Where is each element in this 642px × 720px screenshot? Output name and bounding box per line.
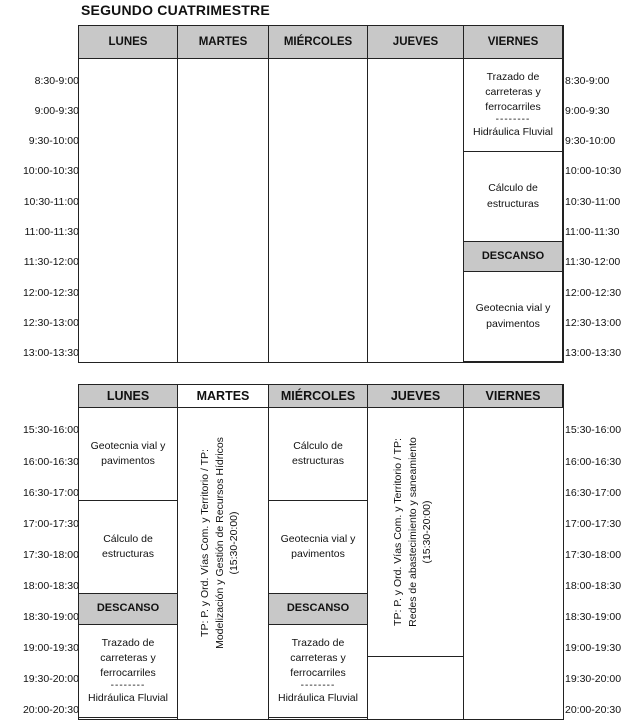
time-label: 18:30-19:00 — [22, 611, 79, 623]
class-name: Trazado de carreteras y ferrocarriles — [100, 636, 156, 679]
time-label: 19:00-19:30 — [22, 642, 79, 654]
class-name: Trazado de carreteras y ferrocarriles — [290, 636, 346, 679]
time-label: 12:30-13:00 — [22, 317, 79, 329]
header-martes: MARTES — [177, 25, 269, 59]
class-viernes-geotecnia — [463, 271, 563, 362]
time-label: 10:30-11:00 — [565, 196, 621, 208]
class-viernes-trazado-hidraulica — [463, 58, 563, 152]
time-label: 17:00-17:30 — [565, 518, 622, 530]
time-label: 16:00-16:30 — [565, 456, 622, 468]
time-label: 18:00-18:30 — [565, 580, 622, 592]
class-separator: -------- — [495, 114, 531, 126]
header-jueves: JUEVES — [367, 25, 464, 59]
time-label: 10:00-10:30 — [565, 165, 622, 177]
time-label: 11:30-12:00 — [565, 256, 621, 268]
time-label: 19:30-20:00 — [22, 673, 79, 685]
class-name: Geotecnia vial y pavimentos — [475, 302, 551, 330]
page-title: SEGUNDO CUATRIMESTRE — [81, 2, 270, 18]
class-viernes-calculo — [463, 151, 563, 242]
time-label: 12:30-13:00 — [565, 317, 622, 329]
break-miercoles-descanso: DESCANSO — [268, 593, 368, 625]
class-jueves-tp — [391, 422, 441, 642]
time-label: 13:00-13:30 — [565, 347, 622, 359]
time-label: 11:30-12:00 — [23, 256, 79, 268]
time-label: 19:30-20:00 — [565, 673, 622, 685]
time-label: 18:30-19:00 — [565, 611, 622, 623]
time-label: 12:00-12:30 — [565, 287, 622, 299]
time-label: 15:30-16:00 — [22, 424, 79, 436]
time-label: 16:30-17:00 — [22, 487, 79, 499]
time-label: 19:00-19:30 — [565, 642, 622, 654]
class-name: Hidráulica Fluvial — [278, 692, 358, 705]
class-miercoles-geotecnia — [268, 500, 368, 594]
time-label: 16:30-17:00 — [565, 487, 622, 499]
class-miercoles-trazado-hidraulica — [268, 624, 368, 718]
class-miercoles-calculo — [268, 407, 368, 501]
class-name: Cálculo de estructuras — [292, 439, 344, 467]
time-label: 10:30-11:00 — [23, 196, 79, 208]
class-name: Cálculo de estructuras — [487, 182, 539, 210]
time-label: 18:00-18:30 — [22, 580, 79, 592]
time-label: 15:30-16:00 — [565, 424, 622, 436]
time-label: 20:00-20:30 — [22, 704, 79, 716]
time-label: 9:00-9:30 — [34, 105, 79, 117]
class-lunes-calculo — [78, 500, 178, 594]
time-label: 9:30-10:00 — [565, 135, 616, 147]
time-label: 17:30-18:00 — [565, 549, 622, 561]
time-label: 17:30-18:00 — [22, 549, 79, 561]
time-label: 11:00-11:30 — [565, 226, 620, 238]
time-label: 12:00-12:30 — [22, 287, 79, 299]
time-label: 8:30-9:00 — [34, 75, 79, 87]
header-lunes: LUNES — [78, 384, 178, 408]
time-label: 9:00-9:30 — [565, 105, 610, 117]
header-jueves: JUEVES — [367, 384, 464, 408]
class-name: Cálculo de estructuras — [102, 532, 154, 560]
class-name: Geotecnia vial y pavimentos — [280, 532, 356, 560]
header-lunes: LUNES — [78, 25, 178, 59]
class-line: Redes de abastecimiento y saneamiento — [406, 437, 419, 627]
class-name: Trazado de carreteras y ferrocarriles — [485, 70, 541, 113]
class-name: Hidráulica Fluvial — [88, 692, 168, 705]
break-lunes-descanso: DESCANSO — [78, 593, 178, 625]
class-lunes-geotecnia — [78, 407, 178, 501]
class-martes-tp — [198, 433, 248, 653]
time-label: 10:00-10:30 — [22, 165, 79, 177]
class-line: TP: P. y Ord. Vías Com. y Territorio / TP: — [392, 438, 404, 626]
header-martes: MARTES — [177, 384, 269, 408]
class-separator: -------- — [110, 680, 146, 692]
class-lunes-trazado-hidraulica — [78, 624, 178, 718]
class-line: Modelización y Gestión de Recursos Hídricos — [213, 437, 226, 649]
time-label: 17:00-17:30 — [22, 518, 79, 530]
time-label: 13:00-13:30 — [22, 347, 79, 359]
class-separator: -------- — [300, 680, 336, 692]
header-miercoles: MIÉRCOLES — [268, 384, 368, 408]
header-miercoles: MIÉRCOLES — [268, 25, 368, 59]
time-label: 9:30-10:00 — [28, 135, 79, 147]
class-line: TP: P. y Ord. Vías Com. y Territorio / TP: — [199, 449, 211, 637]
header-viernes: VIERNES — [463, 384, 563, 408]
header-viernes: VIERNES — [463, 25, 563, 59]
class-name: Geotecnia vial y pavimentos — [90, 439, 166, 467]
class-line: (15:30-20:00) — [421, 500, 434, 564]
time-label: 20:00-20:30 — [565, 704, 622, 716]
class-line: (15:30-20:00) — [228, 511, 241, 575]
time-label: 11:00-11:30 — [24, 226, 79, 238]
time-label: 8:30-9:00 — [565, 75, 610, 87]
break-viernes-descanso: DESCANSO — [463, 241, 563, 272]
class-name: Hidráulica Fluvial — [473, 126, 553, 139]
time-label: 16:00-16:30 — [22, 456, 79, 468]
